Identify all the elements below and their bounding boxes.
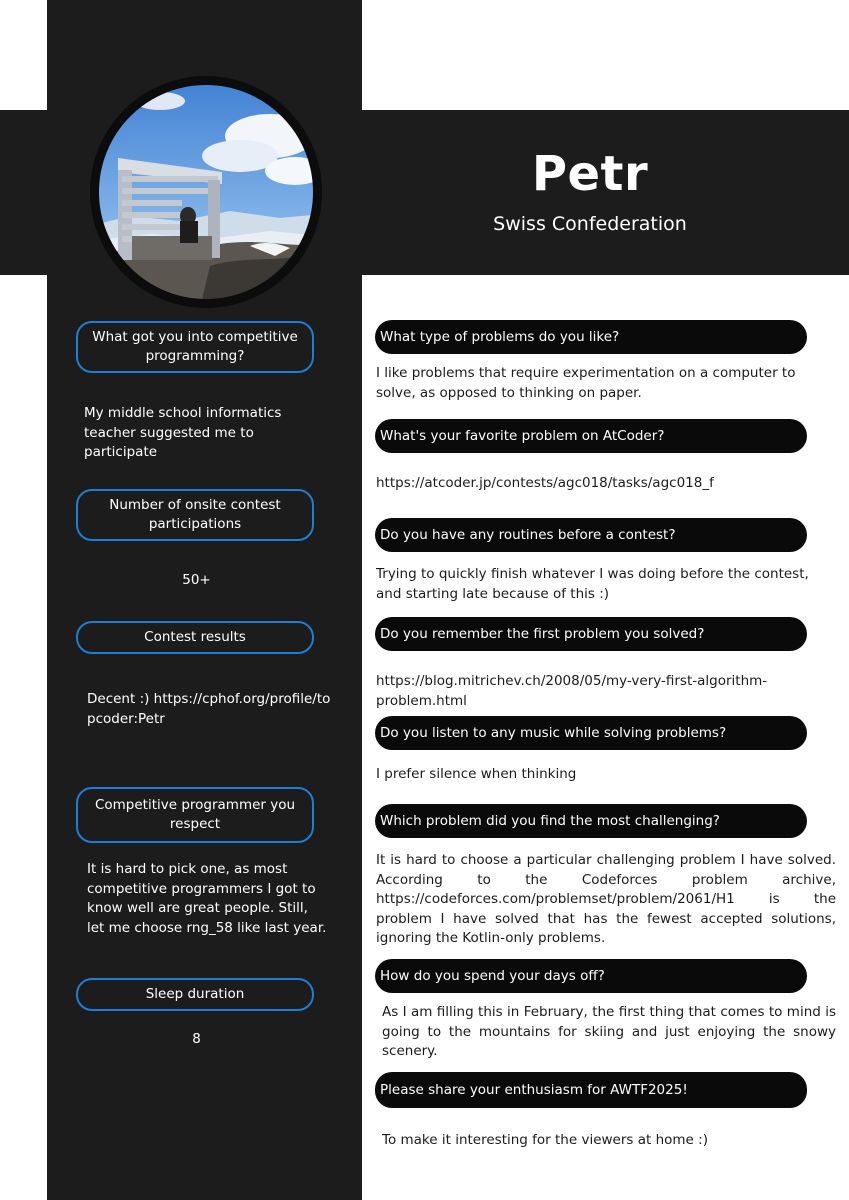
- left-answer-2: 50+: [182, 572, 211, 588]
- left-answer-1: My middle school informatics teacher suggested me to participate: [84, 405, 282, 460]
- left-question-3: Contest results: [76, 621, 314, 654]
- right-answer-2: https://atcoder.jp/contests/agc018/tasks/agc018_f: [376, 475, 714, 491]
- profile-name: Petr: [531, 146, 649, 202]
- right-question-6: Which problem did you find the most challenging?: [375, 804, 807, 838]
- right-question-4: Do you remember the first problem you solved?: [375, 617, 807, 651]
- right-question-7: How do you spend your days off?: [375, 959, 807, 993]
- profile-country: Swiss Confederation: [493, 213, 687, 235]
- left-question-5: Sleep duration: [76, 978, 314, 1011]
- right-question-1: What type of problems do you like?: [375, 320, 807, 354]
- right-question-8: Please share your enthusiasm for AWTF2025!: [375, 1072, 807, 1108]
- profile-photo: [90, 76, 322, 308]
- right-answer-7: As I am filling this in February, the first thing that comes to mind is going to the mountains for skiing and just enjoying the snowy scenery.: [382, 1004, 836, 1059]
- left-answer-4: It is hard to pick one, as most competitive programmers I got to know well are great people. Still, let me choose rng_58 like last year.: [87, 861, 327, 936]
- right-answer-1: I like problems that require experimentation on a computer to solve, as opposed to thinking on paper.: [376, 365, 796, 401]
- right-question-5: Do you listen to any music while solving problems?: [375, 716, 807, 750]
- right-answer-6: It is hard to choose a particular challenging problem I have solved. According to the Codeforces problem archive, https://codeforces.com/problemset/problem/2061/H1 is the problem I have solved that has the fewest accepted solutions, ignoring the Kotlin-only problems.: [376, 852, 836, 946]
- right-answer-3: Trying to quickly finish whatever I was doing before the contest, and starting late because of this :): [376, 566, 809, 602]
- right-question-2: What's your favorite problem on AtCoder?: [375, 419, 807, 453]
- right-answer-5: I prefer silence when thinking: [376, 766, 577, 782]
- left-question-1: What got you into competitive programming?: [76, 321, 314, 373]
- right-answer-8: To make it interesting for the viewers at home :): [382, 1132, 708, 1148]
- right-question-3: Do you have any routines before a contest?: [375, 518, 807, 552]
- left-answer-3: Decent :) https://cphof.org/profile/topcoder:Petr: [87, 691, 331, 727]
- left-question-2: Number of onsite contest participations: [76, 489, 314, 541]
- left-question-4: Competitive programmer you respect: [76, 787, 314, 843]
- left-answer-5: 8: [192, 1031, 201, 1047]
- right-answer-4: https://blog.mitrichev.ch/2008/05/my-very-first-algorithm-problem.html: [376, 673, 768, 709]
